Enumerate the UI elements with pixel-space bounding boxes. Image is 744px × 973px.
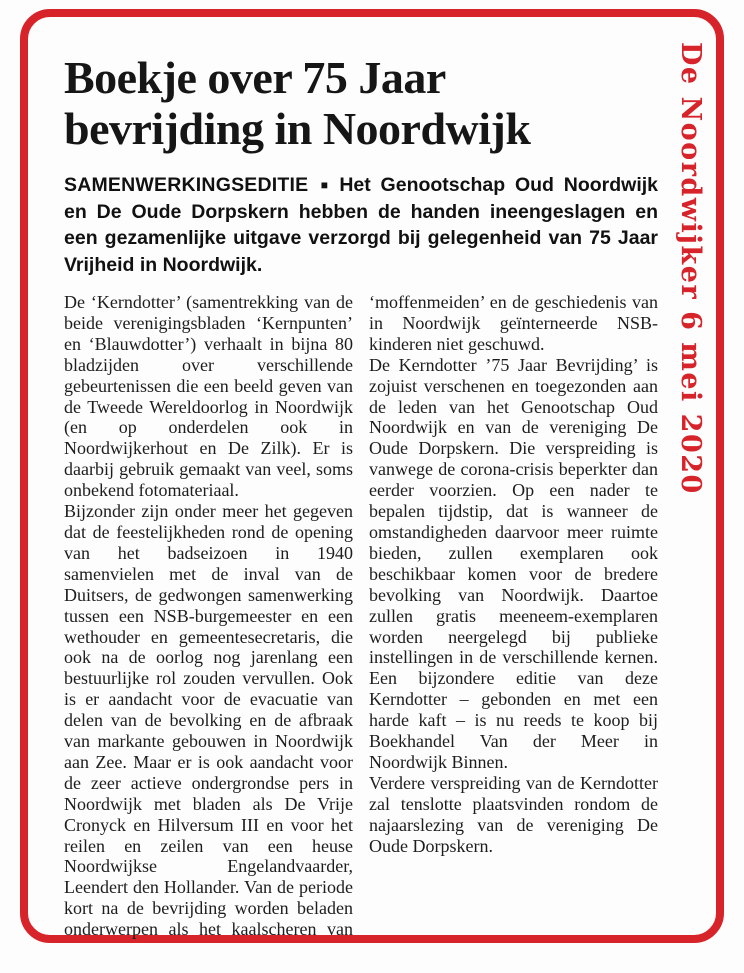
masthead-vertical-text: De Noordwijker 6 mei 2020 <box>675 42 706 495</box>
article-lead <box>64 172 658 278</box>
article-body <box>64 292 658 944</box>
lead-text: Het Genootschap Oud Noordwijk en De Oude Dorpskern hebben de handen ineengeslagen en een gezamenlijke uitgave verzorgd bij gelegenheid van 75 Jaar Vrijheid in Noordwijk. <box>64 174 658 276</box>
article-paragraph: Verdere verspreiding van de Kerndotter zal tenslotte plaatsvinden rondom de najaarslezing van de vereniging De Oude Dorpskern. <box>369 772 658 856</box>
article <box>64 52 658 944</box>
article-paragraph: De Kerndotter ’75 Jaar Bevrijding’ is zojuist verschenen en toegezonden aan de leden van het Genootschap Oud Noordwijk en van de vereniging De Oude Dorpskern. Die verspreiding is vanwege de corona-crisis beperkter dan eerder voorzien. Op een nader te bepalen tijdstip, dat is wanneer de omstandigheden daarvoor meer ruimte bieden, zullen exemplaren ook beschikbaar komen voor de bredere bevolking van Noordwijk. Daartoe zullen gratis meeneem-exemplaren worden neergelegd bij publieke instellingen in de verschillende kernen. Een bijzondere editie van deze Kerndotter – gebonden en met een harde kaft – is nu reeds te koop bij Boekhandel Van der Meer in Noordwijk Binnen. <box>369 354 658 772</box>
article-paragraph: Bijzonder zijn onder meer het gegeven dat de feestelijkheden rond de opening van het badseizoen in 1940 samenvielen met de inval van de Duitsers, de gedwongen samenwerking tussen een NSB-burgemeester en een wethouder en gemeentesecretaris, die ook na de oorlog nog jarenlang een bestuurlijke rol zouden vervullen. Ook is er aandacht voor de evacuatie van delen van de bevolking en de afbraak van markante gebouwen in Noordwijk aan Zee. Maar er is ook aandacht voor de zeer actieve ondergrondse pers in Noordwijk met bladen als De Vrije Cronyck en Hilversum III en voor het reilen en zeilen van een heuse Noordwijkse Engelandvaarder, Leendert den Hollander. Van de periode kort na de bevrijding worden beladen onderwerpen als het kaalscheren van ‘moffenmeiden’ en de geschiedenis van in Noordwijk geïnterneerde NSB-kinderen niet geschuwd. <box>64 292 658 940</box>
kicker-label: SAMENWERKINGSEDITIE <box>64 174 309 196</box>
square-bullet-icon: ■ <box>316 178 333 192</box>
article-paragraph: De ‘Kerndotter’ (samentrekking van de beide verenigingsbladen ‘Kernpunten’ en ‘Blauwdotter’) verhaalt in bijna 80 bladzijden over verschillende gebeurtenissen die een beeld geven van de Tweede Wereldoorlog in Noordwijk (en op onderdelen ook in Noordwijkerhout en De Zilk). Er is daarbij gebruik gemaakt van veel, soms onbekend fotomateriaal. <box>64 292 353 501</box>
article-headline: Boekje over 75 Jaar bevrijding in Noordwijk <box>64 52 531 154</box>
